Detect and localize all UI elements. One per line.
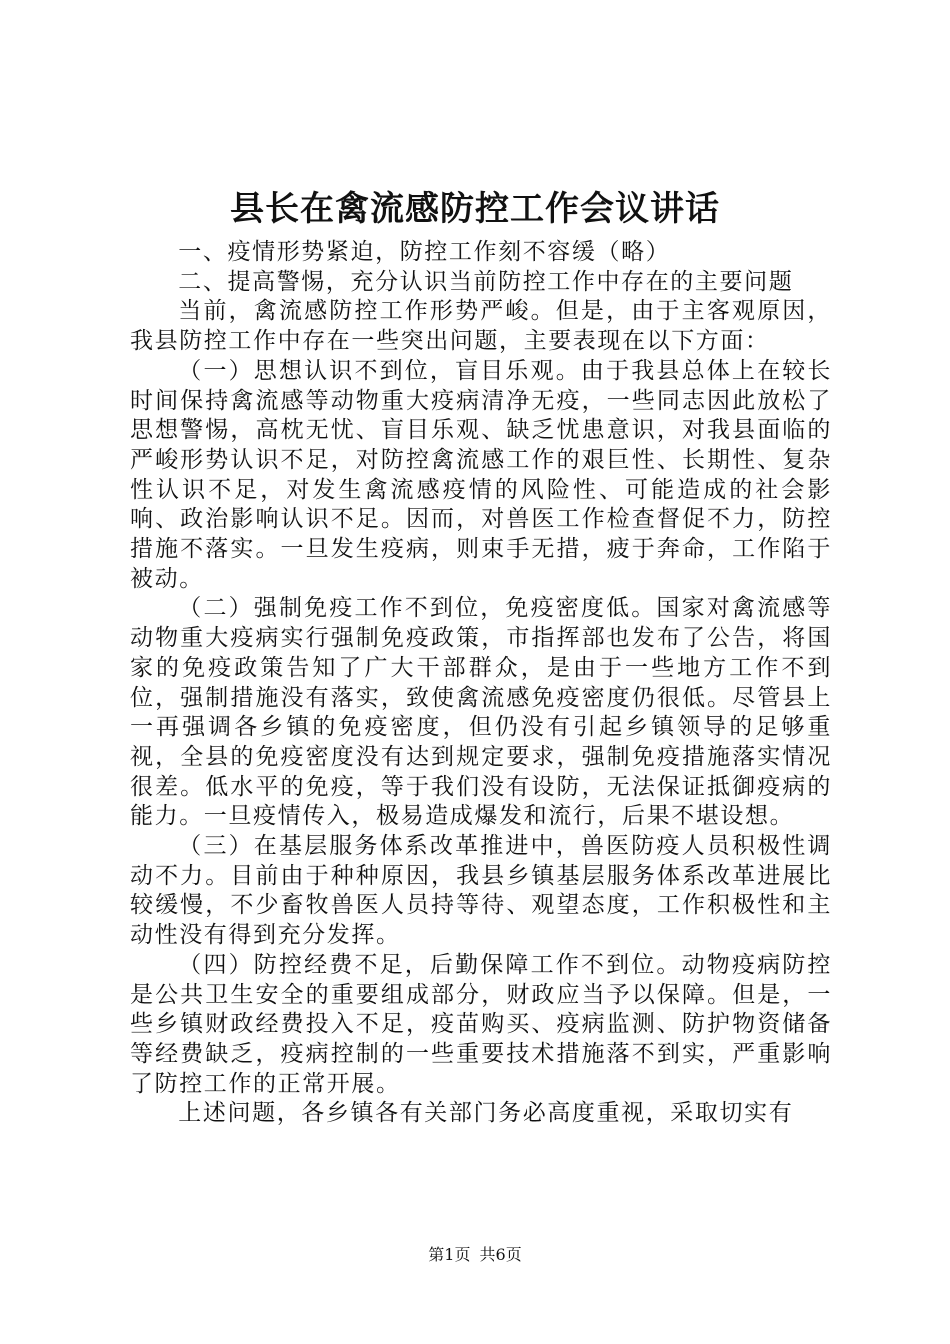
paragraph-point-four: （四）防控经费不足，后勤保障工作不到位。动物疫病防控是公共卫生安全的重要组成部分，财政应当予以保障。但是，一些乡镇财政经费投入不足，疫苗购买、疫病监测、防护物资储备等经费缺乏，疫病控制的一些重要技术措施落不到实，严重影响了防控工作的正常开展。 (130, 951, 832, 1097)
paragraph-point-one: （一）思想认识不到位，盲目乐观。由于我县总体上在较长时间保持禽流感等动物重大疫病清净无疫，一些同志因此放松了思想警惕，高枕无忧、盲目乐观、缺乏忧患意识，对我县面临的严峻形势认识不足，对防控禽流感工作的艰巨性、长期性、复杂性认识不足，对发生禽流感疫情的风险性、可能造成的社会影响、政治影响认识不足。因而，对兽医工作检查督促不力，防控措施不落实。一旦发生疫病，则束手无措，疲于奔命，工作陷于被动。 (130, 357, 832, 592)
paragraph-section-two: 二、提高警惕，充分认识当前防控工作中存在的主要问题 (178, 268, 794, 295)
paragraph-section-one: 一、疫情形势紧迫，防控工作刻不容缓（略） (178, 239, 671, 265)
paragraph-conclusion: 上述问题，各乡镇各有关部门务必高度重视，采取切实有 (178, 1100, 794, 1127)
page-total: 共6页 (479, 1245, 522, 1264)
document-body (130, 238, 832, 1129)
document-title: 县长在禽流感防控工作会议讲话 (230, 189, 720, 229)
paragraph-intro: 当前，禽流感防控工作形势严峻。但是，由于主客观原因，我县防控工作中存在一些突出问题，主要表现在以下方面： (130, 298, 832, 355)
paragraph-point-two: （二）强制免疫工作不到位，免疫密度低。国家对禽流感等动物重大疫病实行强制免疫政策，市指挥部也发布了公告，将国家的免疫政策告知了广大干部群众，是由于一些地方工作不到位，强制措施没有落实，致使禽流感免疫密度仍很低。尽管县上一再强调各乡镇的免疫密度，但仍没有引起乡镇领导的足够重视，全县的免疫密度没有达到规定要求，强制免疫措施落实情况很差。低水平的免疫，等于我们没有设防，无法保证抵御疫病的能力。一旦疫情传入，极易造成爆发和流行，后果不堪设想。 (130, 595, 832, 830)
paragraph-point-three: （三）在基层服务体系改革推进中，兽医防疫人员积极性调动不力。目前由于种种原因，我县乡镇基层服务体系改革进展比较缓慢，不少畜牧兽医人员持等待、观望态度，工作积极性和主动性没有得到充分发挥。 (130, 833, 832, 949)
page-number: 第1页 (428, 1245, 471, 1264)
page-footer (0, 1244, 950, 1266)
